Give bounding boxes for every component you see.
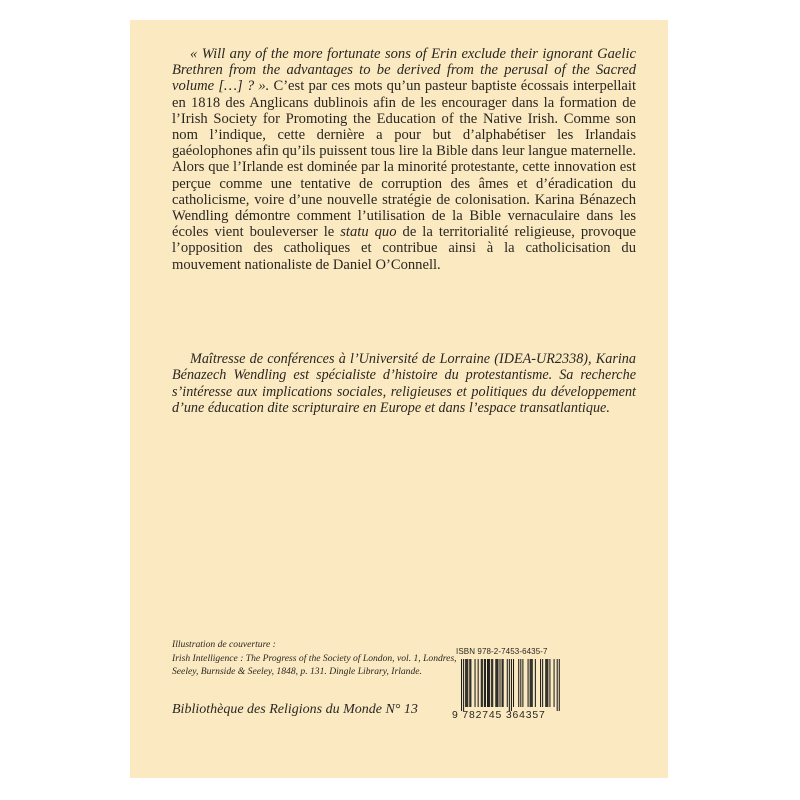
barcode-bar <box>546 659 547 707</box>
barcode-bar <box>503 659 504 707</box>
credit-line-1: Irish Intelligence : The Progress of the Society of London, vol. 1, Londres, <box>172 652 457 664</box>
barcode-bar <box>475 659 476 707</box>
barcode-bar <box>497 659 498 707</box>
barcode-bar <box>559 659 560 711</box>
barcode-bar <box>491 659 492 707</box>
barcode-bar <box>463 659 464 711</box>
blurb-text-1: C’est par ces mots qu’un pasteur baptiste écossais interpellait en 1818 des Anglicans dublinois afin de les encourager dans la formation de l’Irish Society for Promoting the Education of the Native Irish. Comme son nom l’indique, cette dernière a pour but d’alphabétiser les Irlandais gaéolophones afin qu’ils puissent tous lire la Bible dans leur langue maternelle. Alors que l’Irlande est dominée par la minorité protestante, cette innovation est perçue comme une tentative de corruption des âmes et d’éradication du catholicisme, voire d’une nouvelle stratégie de colonisation. Karina Bénazech Wendling démontre comment l’utilisation de la Bible vernaculaire dans les écoles vient bouleverser le <box>172 78 636 241</box>
barcode-bar <box>528 659 529 707</box>
barcode-bar <box>461 659 462 711</box>
barcode-bar <box>507 659 508 707</box>
series-title: Bibliothèque des Religions du Monde N° 13 <box>172 702 418 717</box>
blurb-text-2: de la territorialité religieuse, provoque l’opposition des catholiques et contribue ainsi à la catholicisation du mouvement nationaliste de Daniel O’Connell. <box>172 224 637 273</box>
barcode-bar <box>535 659 536 707</box>
book-blurb <box>172 46 636 273</box>
author-bio: Maîtresse de conférences à l’Université de Lorraine (IDEA-UR2338), Karina Bénazech Wendling est spécialiste d’histoire du protestantisme. Sa recherche s’intéresse aux implications sociales, religieuses et politiques du développement d’une éducation dite scripturaire en Europe et dans l’espace transatlantique. <box>172 351 636 417</box>
credit-line-2: Seeley, Burnside & Seeley, 1848, p. 131. Dingle Library, Irlande. <box>172 666 422 678</box>
barcode-bar <box>487 659 488 707</box>
barcode-bar <box>530 659 531 707</box>
barcode-bar <box>496 659 497 707</box>
barcode-bar <box>495 659 496 707</box>
barcode-bar <box>554 659 555 707</box>
barcode-bar <box>522 659 523 707</box>
back-cover <box>130 20 668 778</box>
barcode-bar <box>466 659 467 707</box>
ean-number: 9 782745 364357 <box>452 710 546 721</box>
barcode-bar <box>465 659 466 707</box>
barcode-bar <box>511 659 512 711</box>
barcode-bar <box>467 659 468 707</box>
barcode-bar <box>557 659 558 711</box>
barcode-bar <box>545 659 546 707</box>
barcode-icon <box>452 659 562 711</box>
barcode-bar <box>531 659 532 707</box>
barcode-bar <box>518 659 519 707</box>
barcode-bar <box>520 659 521 707</box>
isbn-barcode <box>452 647 562 722</box>
barcode-bar <box>492 659 493 707</box>
barcode-bar <box>532 659 533 707</box>
barcode-bar <box>542 659 543 707</box>
barcode-bar <box>502 659 503 707</box>
barcode-bar <box>469 659 470 707</box>
barcode-bar <box>478 659 479 707</box>
barcode-bar <box>488 659 489 707</box>
opening-quote: « Will any of the more fortunate sons of Erin exclude their ignorant Gaelic Brethren from the advantages to be derived from the perusal of the Sacred volume […] ? ». <box>172 46 636 95</box>
barcode-bar <box>540 659 541 707</box>
barcode-bar <box>509 659 510 711</box>
barcode-bar <box>489 659 490 707</box>
barcode-bar <box>499 659 500 707</box>
barcode-bar <box>482 659 483 707</box>
cover-illustration-credit <box>172 638 472 679</box>
barcode-bar <box>485 659 486 707</box>
barcode-bar <box>470 659 471 707</box>
barcode-bar <box>481 659 482 707</box>
statu-quo-phrase: statu quo <box>340 224 397 241</box>
barcode-bar <box>549 659 550 707</box>
barcode-bar <box>547 659 548 707</box>
isbn-label: ISBN 978-2-7453-6435-7 <box>456 647 548 656</box>
barcode-bar <box>513 659 514 707</box>
credit-heading: Illustration de couverture : <box>172 639 276 650</box>
barcode-bar <box>484 659 485 707</box>
